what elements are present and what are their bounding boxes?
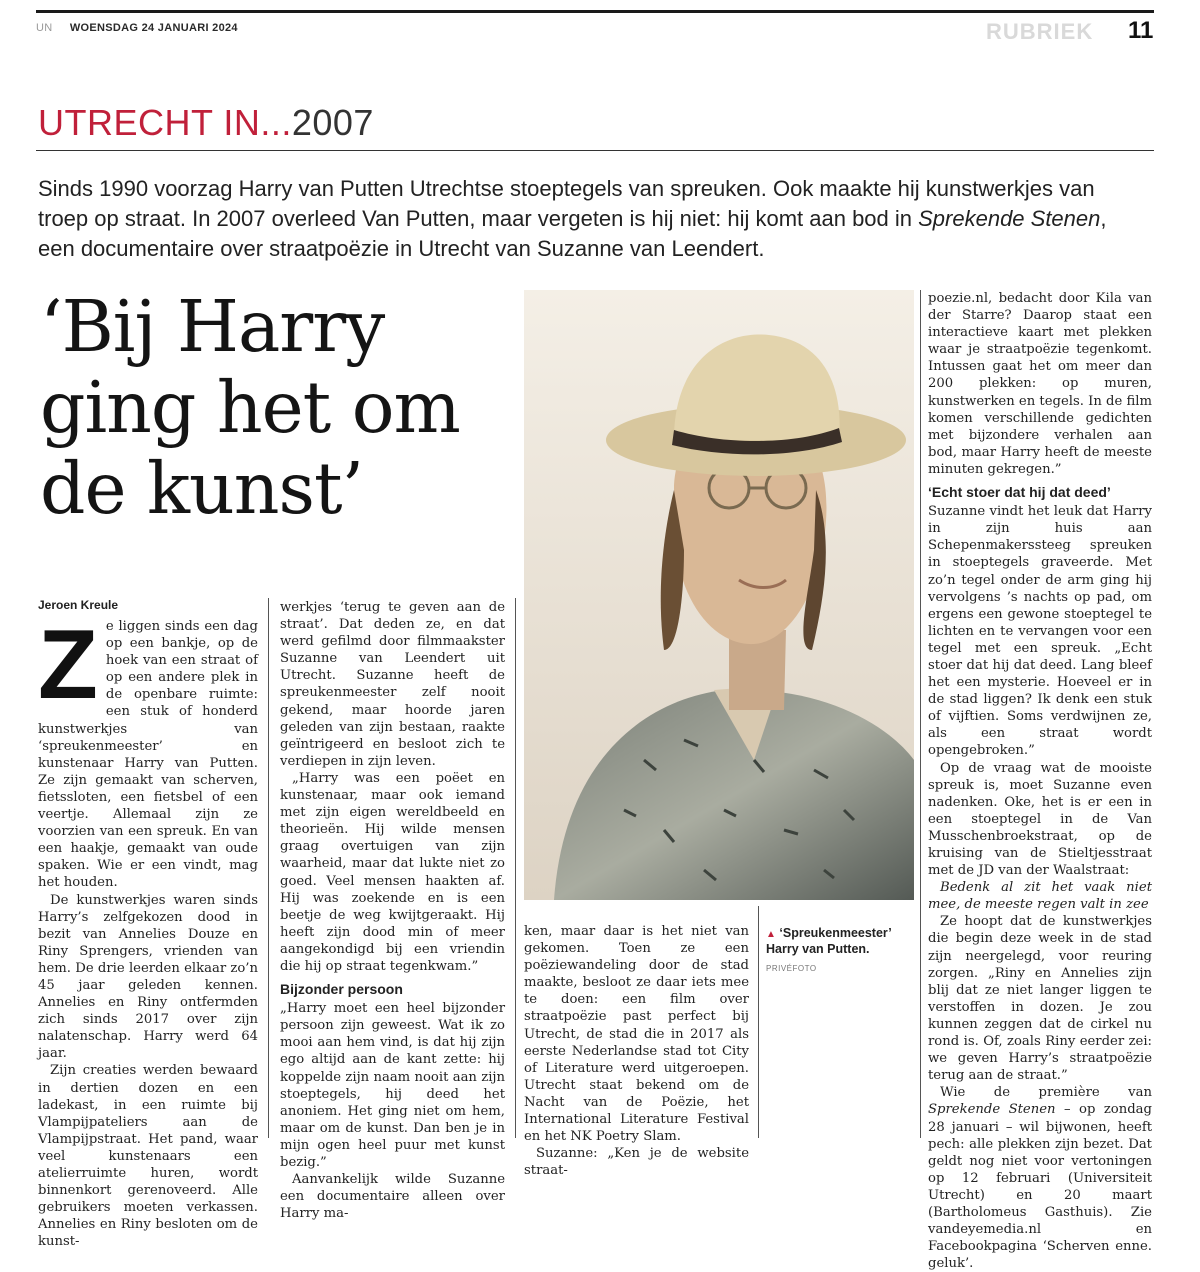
paragraph-part: Wie de première van [940,1085,1152,1101]
paragraph: De kunstwerkjes waren sinds Harry’s zelfgekozen dood in bezit van Annelies Douze en Riny Sprengers, vrienden van hem. De drie leerden elkaar zo’n 45 jaar geleden kennen. Annelies en Riny ontfermden zich sinds 2017 over zijn nalatenschap. Harry werd 64 jaar. [38,892,258,1062]
paragraph: poezie.nl, bedacht door Kila van der Starre? Daarop staat een interactieve kaart met plekken waar je straatpoëzie tegenkomt. Intussen gaat het om meer dan 200 plekken: op muren, kunstwerken en tegels. In de film komen verschillende gedichten met bijzondere verhalen aan bod, maar Harry heeft de meeste minuten gekregen.” [928,291,1152,477]
intro-part2: , een documentaire over straatpoëzie in Utrecht van Suzanne van Leendert. [38,206,1107,261]
headline: ‘Bij Harry ging het om de kunst’ [40,285,460,530]
caption-text: ‘Spreukenmeester’ Harry van Putten. [766,926,892,956]
paragraph: ken, maar daar is het niet van gekomen. Toen ze een poëziewandeling door de stad maakte, besloot ze daar iets mee te doen: een film over straatpoëzie past perfect bij Utrecht, de stad die in 2017 als eerste Nederlandse stad tot City of Literature werd uitgeroepen. Utrecht staat bekend om de Nacht van de Poëzie, het International Literature Festival en het NK Poetry Slam. [524,924,749,1145]
subheading: Bijzonder persoon [280,981,403,998]
paragraph [928,1084,1152,1272]
rubric-label: RUBRIEK [986,19,1094,44]
paragraph: Ze hoopt dat de kunstwerkjes die begin deze week in de stad zijn neergelegd, voor reuring zorgen. „Riny en Annelies zijn blij dat ze niet langer liggen te verstoffen in dozen. Je zou kunnen zeggen dat de cirkel nu rond is. Of, zoals Riny eerder zei: we geven Harry’s straatpoëzie terug aan de straat.” [928,914,1152,1084]
column-divider [515,598,516,1138]
paragraph: Zijn creaties werden bewaard in dertien dozen en een ladekast, in een ruimte bij Vlampijpateliers aan de Vlampijpstraat. Het pand, waar veel kunstenaars een atelierruimte huren, wordt binnenkort gerenoveerd. Alle gebruikers moeten verkassen. Annelies en Riny besloten om de kunst- [38,1063,258,1250]
intro-film-title: Sprekende Stenen [918,206,1101,231]
byline: Jeroen Kreule [38,598,119,612]
top-rule [36,10,1154,13]
article-column-2 [280,599,505,1222]
intro-part1: Sinds 1990 voorzag Harry van Putten Utrechtse stoeptegels van spreuken. Ook maakte hij kunstwerkjes van troep op straat. In 2007 overleed Van Putten, maar vergeten is hij niet: hij komt aan bod in [38,176,1095,231]
portrait-photo [524,290,914,900]
column-divider [758,906,759,1138]
section-prefix: UTRECHT IN... [38,102,292,143]
article-column-1 [38,609,258,1250]
paragraph-part: – op zondag 28 januari – wil bijwonen, heeft pech: alle plekken zijn bezet. Dat geldt nog niet voor vertoningen op 12 februari (Universiteit Utrecht) en 20 maart (Bartholomeus Gasthuis). Zie vandeyemedia.nl en Facebookpagina ‘Scherven enne. geluk’. [928,1102,1152,1272]
paragraph: „Harry was een poëet en kunstenaar, maar ook iemand met zijn eigen wereldbeeld en theorieën. Hij wilde mensen graag overtuigen van zijn waarheid, maar dat lukte niet zo goed. Veel mensen haakten af. Hij was zoekende en is een beetje de weg kwijtgeraakt. Hij heeft zijn dood min of meer aangekondigd bij een vriendin die hij op straat tegenkwam.” [280,770,505,974]
photo-caption [766,926,916,957]
section-title [38,102,374,144]
intro-lead [38,174,1138,264]
article-column-4 [928,290,1152,1272]
paragraph: „Harry moet een heel bijzonder persoon zijn geweest. Wat ik zo mooi aan hem vind, is dat hij zijn ego altijd aan de kant zette: hij koppelde zijn naam nooit aan zijn stoeptegels, hij deed het anoniem. Het ging niet om hem, maar om de kunst. Dan ben je in mijn ogen heel puur met kunst bezig.” [280,1001,505,1170]
section-rule [36,150,1154,151]
issue-date: WOENSDAG 24 JANUARI 2024 [69,22,238,34]
section-year: 2007 [291,102,374,143]
portrait-illustration [524,290,914,900]
photo-credit: PRIVÉFOTO [766,964,817,973]
masthead-meta [36,22,238,34]
paragraph: Op de vraag wat de mooiste spreuk is, moet Suzanne even nadenken. Oke, het is er een in een stoeptegel in de Van Musschenbroekstraat, op de kruising van de Stieltjesstraat met de JD van der Waalstraat: [928,760,1152,879]
subheading: ‘Echt stoer dat hij dat deed’ [928,484,1111,501]
paragraph: Aanvankelijk wilde Suzanne een documentaire alleen over Harry ma- [280,1172,505,1222]
paragraph: Suzanne vindt het leuk dat Harry in zijn huis aan Schepenmakerssteeg spreuken in stoeptegels graveerde. Met zo’n tegel onder de arm ging hij vervolgens ’s nachts op pad, om ergens een gewone stoeptegel te lichten en te vervangen voor een tegel met een spreuk. „Echt stoer dat hij dat deed. Lang bleef het een mysterie. Hoeveel er in de stad liggen? Ik denk een stuk of vijftien. Soms verdwijnen ze, als een straat wordt opengebroken.” [928,504,1152,759]
film-title: Sprekende Stenen [928,1102,1056,1118]
drop-cap: Z [38,609,98,719]
caption-marker-icon: ▲ [766,929,776,940]
article-column-3 [524,923,749,1179]
paragraph: Suzanne: „Ken je de website straat- [524,1146,749,1179]
column-divider [268,598,269,1138]
edition-code: UN [36,22,53,34]
paragraph: werkjes ‘terug te geven aan de straat’. Dat deden ze, en dat werd gefilmd door filmmaakster Suzanne van Leendert uit Utrecht. Suzanne heeft de spreukenmeester zelf nooit gekend, maar hoorde jaren geleden van zijn bestaan, raakte geïntrigeerd en besloot zich te verdiepen in zijn leven. [280,600,505,769]
quote: Bedenk al zit het vaak niet mee, de meeste regen valt in zee [928,880,1152,913]
column-divider [920,290,921,1138]
page-number: 11 [1128,17,1154,44]
paragraph: e liggen sinds een dag op een bankje, op de hoek van een straat of op een andere plek in de openbare ruimte: een stuk of honderd kunstwerkjes van ‘spreukenmeester’ en kunstenaar Harry van Putten. Ze zijn gemaakt van scherven, fietssloten, een fietsbel of een veertje. Allemaal zijn ze voorzien van een spreuk. En van een haakje, gemaakt van oude spaken. Wie er een vindt, mag het houden. [38,619,258,891]
